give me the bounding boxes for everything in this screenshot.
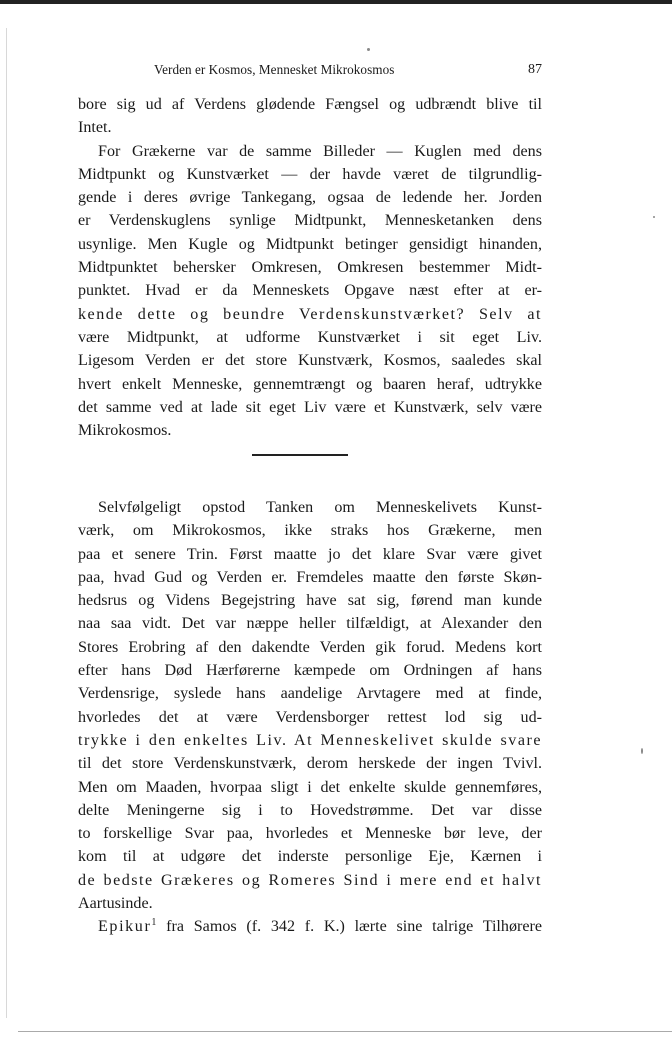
- section-1-text: [78, 93, 542, 442]
- spaced-name: Epikur: [98, 918, 152, 936]
- text-line: Intet.: [78, 119, 112, 137]
- scan-speck: [653, 216, 655, 218]
- bottom-edge-rule: [18, 1031, 672, 1032]
- footnote-mark: 1: [151, 917, 157, 929]
- text-line: kom til at udgøre det inderste personlige Eje, Kærnen i: [78, 848, 542, 866]
- text-line: Verdensrige, syslede hans aandelige Arvtagere med at finde,: [78, 685, 542, 703]
- text-line: to forskellige Svar paa, hvorledes et Menneske bør leve, der: [78, 825, 542, 843]
- text-line: kende dette og beundre Verdenskunstværket? Selv at: [78, 305, 542, 323]
- line-text: fra Samos (f. 342 f. K.) lærte sine talrige Tilhørere: [156, 918, 542, 936]
- page-header: [78, 62, 542, 82]
- text-line: Midtpunkt og Kunstværket — der havde været de tilgrundlig-: [78, 165, 542, 183]
- text-line: efter hans Død Hærførerne kæmpede om Ordningen af hans: [78, 662, 542, 680]
- scan-speck: [367, 48, 370, 51]
- text-line: hedsrus og Videns Begejstring have sat sig, førend man kunde: [78, 592, 542, 610]
- text-line: Ligesom Verden er det store Kunstværk, Kosmos, saaledes skal: [78, 352, 542, 370]
- text-line: hvorledes det at være Verdensborger rettest lod sig ud-: [78, 708, 542, 726]
- top-edge-rule: [0, 0, 672, 4]
- text-line: bore sig ud af Verdens glødende Fængsel og udbrændt blive til: [78, 96, 542, 113]
- text-line: værk, om Mikrokosmos, ikke straks hos Grækerne, men: [78, 522, 542, 540]
- running-title: Verden er Kosmos, Mennesket Mikrokosmos: [154, 62, 395, 77]
- text-line: er Verdenskuglens synlige Midtpunkt, Mennesketanken dens: [78, 212, 542, 230]
- text-line: være Midtpunkt, at udforme Kunstværket i sit eget Liv.: [78, 328, 542, 346]
- text-line: Stores Erobring af den dakendte Verden gik forud. Medens kort: [78, 638, 542, 656]
- text-line: For Grækerne var de samme Billeder — Kuglen med dens: [98, 142, 542, 160]
- section-divider: [252, 454, 348, 456]
- text-line: delte Meningerne sig i to Hovedstrømme. Det var disse: [78, 801, 542, 819]
- text-line: paa et senere Trin. Først maatte jo det klare Svar være givet: [78, 545, 542, 563]
- text-line: Aartusinde.: [78, 895, 153, 913]
- text-line: de bedste Grækeres og Romeres Sind i mere end et halvt: [78, 871, 542, 889]
- text-line: Selvfølgeligt opstod Tanken om Menneskelivets Kunst-: [98, 499, 542, 516]
- text-line: Men om Maaden, hvorpaa sligt i det enkelte skulde gennemføres,: [78, 778, 542, 796]
- text-line: punktet. Hvad er da Menneskets Opgave næst efter at er-: [78, 282, 542, 300]
- text-line: usynlige. Men Kugle og Midtpunkt betinger gensidigt hinanden,: [78, 235, 542, 253]
- page-edge-shadow: [6, 28, 7, 1018]
- text-line: gende i deres øvrige Tankegang, ogsaa de ledende her. Jorden: [78, 189, 542, 207]
- text-line: hvert enkelt Menneske, gennemtrængt og baaren heraf, udtrykke: [78, 375, 542, 393]
- text-line: trykke i den enkeltes Liv. At Menneskelivet skulde svare: [78, 731, 542, 749]
- text-line: Mikrokosmos.: [78, 422, 172, 440]
- scan-speck: [641, 748, 643, 754]
- text-line: paa, hvad Gud og Verden er. Fremdeles maatte den første Skøn-: [78, 568, 542, 586]
- text-line: [78, 915, 542, 938]
- section-2-text: [78, 496, 542, 939]
- text-line: det samme ved at lade sit eget Liv være et Kunstværk, selv være: [78, 398, 542, 416]
- text-line: naa saa vidt. Det var næppe heller tilfældigt, at Alexander den: [78, 615, 542, 633]
- text-line: til det store Verdenskunstværk, derom herskede der ingen Tvivl.: [78, 755, 542, 773]
- text-line: Midtpunktet behersker Omkresen, Omkresen bestemmer Midt-: [78, 259, 542, 277]
- page-number: 87: [528, 62, 542, 77]
